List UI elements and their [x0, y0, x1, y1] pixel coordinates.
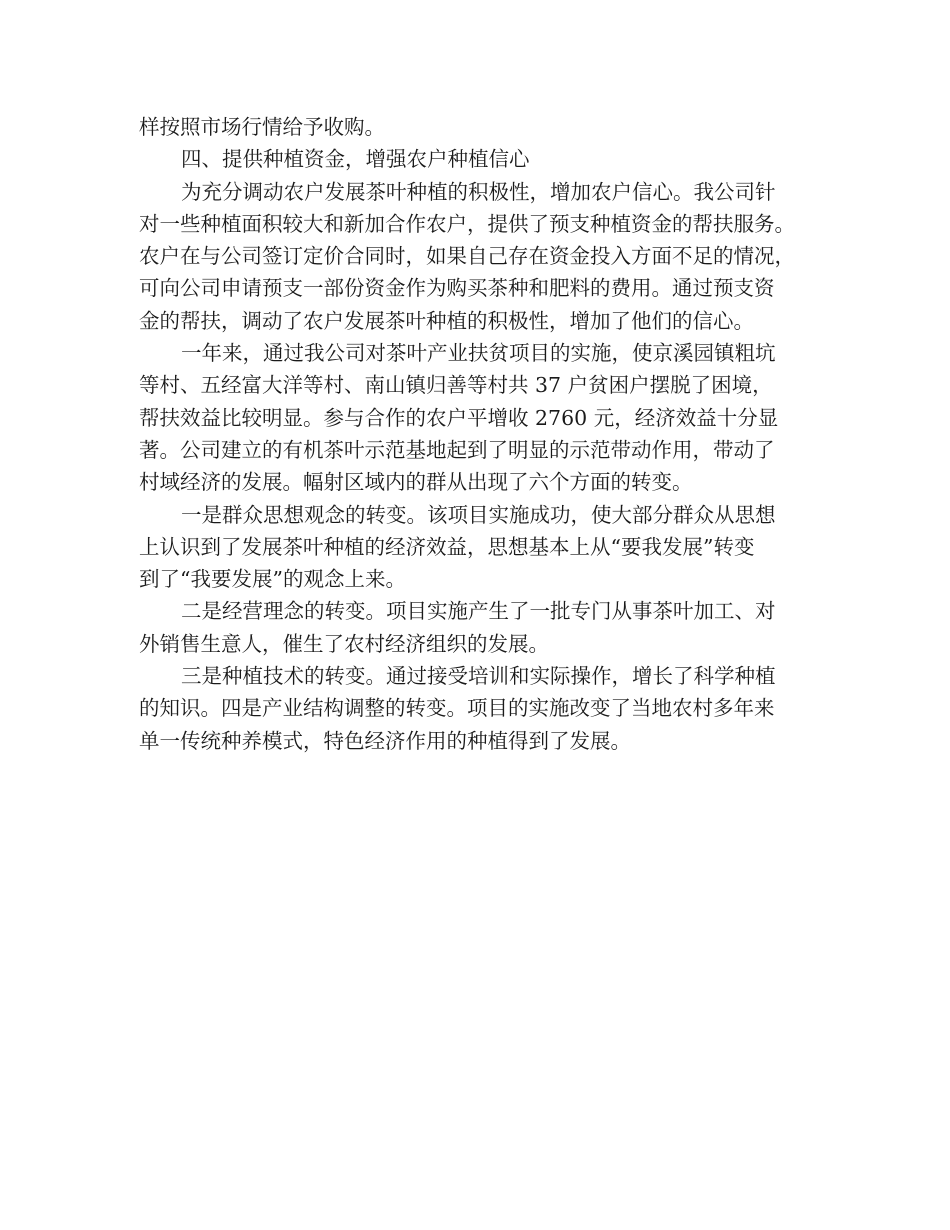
text-line: 三是种植技术的转变。通过接受培训和实际操作，增长了科学种植 — [181, 664, 776, 689]
text-line: 金的帮扶，调动了农户发展茶叶种植的积极性，增加了他们的信心。 — [139, 308, 754, 333]
text-line: 等村、五经富大洋等村、南山镇归善等村共 37 户贫困户摆脱了困境， — [139, 373, 773, 398]
text-line: 样按照市场行情给予收购。 — [139, 115, 385, 139]
text-line: 一是群众思想观念的转变。该项目实施成功，使大部分群众从思想 — [181, 502, 776, 527]
text-line: 农户在与公司签订定价合同时，如果自己存在资金投入方面不足的情况， — [139, 244, 795, 269]
text-line: 可向公司申请预支一部份资金作为购买茶种和肥料的费用。通过预支资 — [139, 276, 775, 301]
text-line: 对一些种植面积较大和新加合作农户，提供了预支种植资金的帮扶服务。 — [139, 211, 795, 236]
section-heading: 四、提供种植资金，增强农户种植信心 — [181, 147, 530, 172]
text-line: 的知识。四是产业结构调整的转变。项目的实施改变了当地农村多年来 — [139, 696, 775, 721]
text-line: 村域经济的发展。幅射区域内的群从出现了六个方面的转变。 — [139, 470, 693, 495]
text-line: 二是经营理念的转变。项目实施产生了一批专门从事茶叶加工、对 — [181, 599, 776, 624]
text-line: 帮扶效益比较明显。参与合作的农户平增收 2760 元，经济效益十分显 — [139, 405, 779, 430]
text-line: 一年来，通过我公司对茶叶产业扶贫项目的实施，使京溪园镇粗坑 — [181, 341, 776, 366]
text-line: 外销售生意人，催生了农村经济组织的发展。 — [139, 631, 549, 656]
text-line: 为充分调动农户发展茶叶种植的积极性，增加农户信心。我公司针 — [181, 179, 776, 204]
text-line: 著。公司建立的有机茶叶示范基地起到了明显的示范带动作用，带动了 — [139, 437, 775, 462]
document-body — [139, 111, 819, 757]
text-line: 上认识到了发展茶叶种植的经济效益，思想基本上从“要我发展”转变 — [139, 534, 755, 559]
text-line: 单一传统种养模式，特色经济作用的种植得到了发展。 — [139, 728, 631, 753]
text-line: 到了“我要发展”的观念上来。 — [139, 567, 406, 592]
